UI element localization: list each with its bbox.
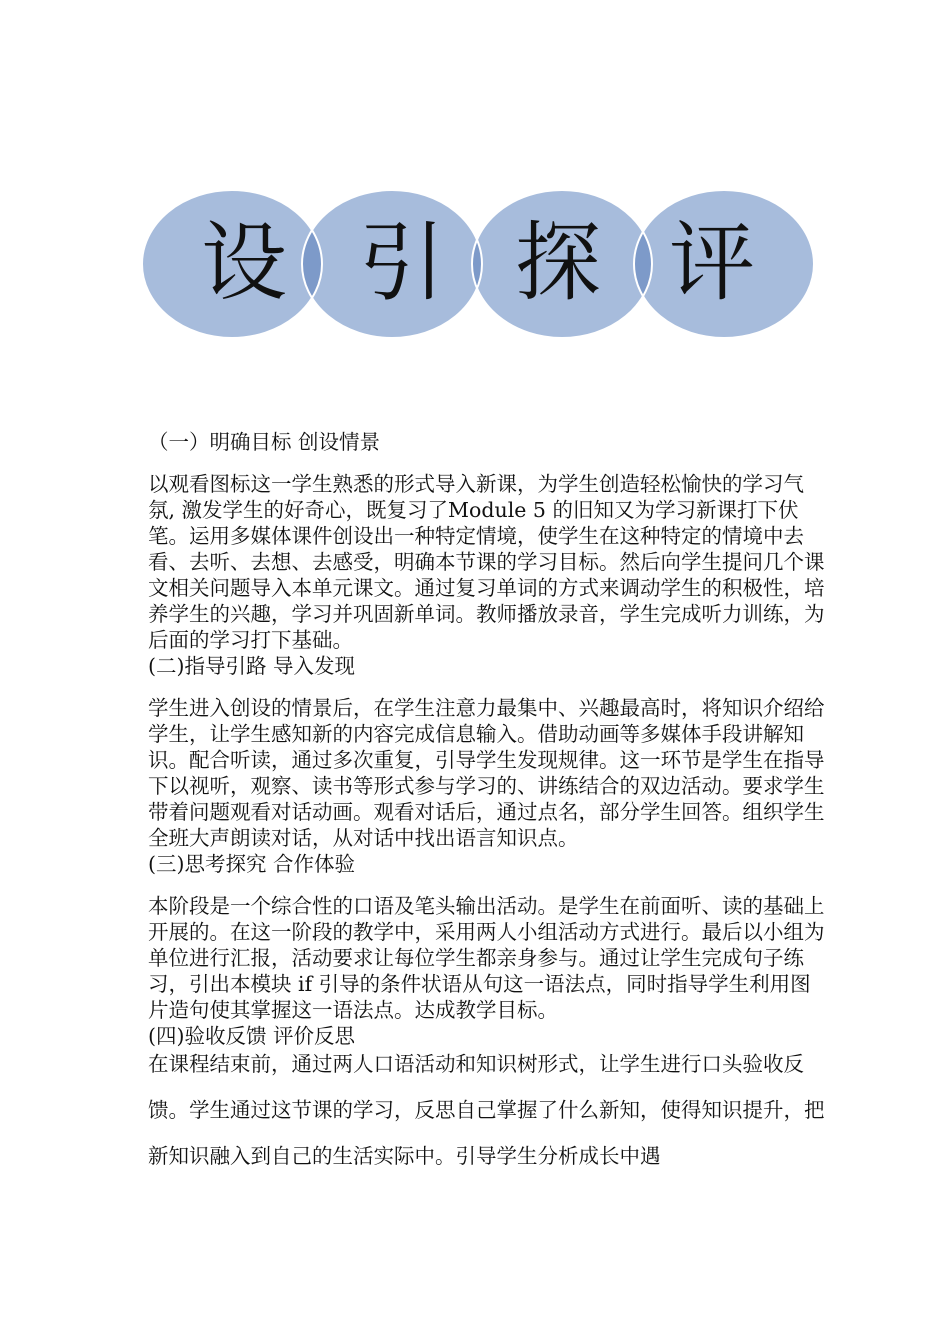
- banner-char-3: 探: [515, 213, 601, 313]
- overlapping-ellipses-graphic: [140, 188, 816, 340]
- banner-char-1: 设: [201, 213, 287, 313]
- section-3-paragraph: 本阶段是一个综合性的口语及笔头输出活动。是学生在前面听、读的基础上开展的。在这一阶段的教学中，采用两人小组活动方式进行。最后以小组为单位进行汇报，活动要求让每位学生都亲身参与。通过让学生完成句子练习，引出本模块 if 引导的条件状语从句这一语法点，同时指导学生利用图片造句使其掌握这一语法点。达成教学目标。: [148, 894, 825, 1022]
- document-body: [148, 429, 828, 1179]
- section-2-heading: (二)指导引路 导入发现: [148, 654, 356, 678]
- section-4-heading: (四)验收反馈 评价反思: [148, 1024, 356, 1048]
- banner-char-2: 引: [359, 213, 445, 313]
- banner-char-4: 评: [669, 213, 755, 313]
- section-1-paragraph: 以观看图标这一学生熟悉的形式导入新课，为学生创造轻松愉快的学习气氛, 激发学生的好奇心，既复习了Module 5 的旧知又为学习新课打下伏笔。运用多媒体课件创设出一种特定情境，使学生在这种特定的情境中去看、去听、去想、去感受，明确本节课的学习目标。然后向学生提问几个课文相关问题导入本单元课文。通过复习单词的方式来调动学生的积极性，培养学生的兴趣，学习并巩固新单词。教师播放录音，学生完成听力训练，为后面的学习打下基础。: [148, 472, 825, 652]
- section-2-paragraph: 学生进入创设的情景后，在学生注意力最集中、兴趣最高时，将知识介绍给学生，让学生感知新的内容完成信息输入。借助动画等多媒体手段讲解知识。配合听读，通过多次重复，引导学生发现规律。这一环节是学生在指导下以视听，观察、读书等形式参与学习的、讲练结合的双边活动。要求学生带着问题观看对话动画。观看对话后，通过点名，部分学生回答。组织学生全班大声朗读对话，从对话中找出语言知识点。: [148, 696, 825, 850]
- section-1-heading: （一）明确目标 创设情景: [148, 430, 381, 454]
- section-3-heading: (三)思考探究 合作体验: [148, 852, 356, 876]
- title-banner: [140, 188, 816, 340]
- section-4-paragraph: 在课程结束前，通过两人口语活动和知识树形式，让学生进行口头验收反馈。学生通过这节课的学习，反思自己掌握了什么新知，使得知识提升，把新知识融入到自己的生活实际中。引导学生分析成长中遇: [148, 1052, 825, 1168]
